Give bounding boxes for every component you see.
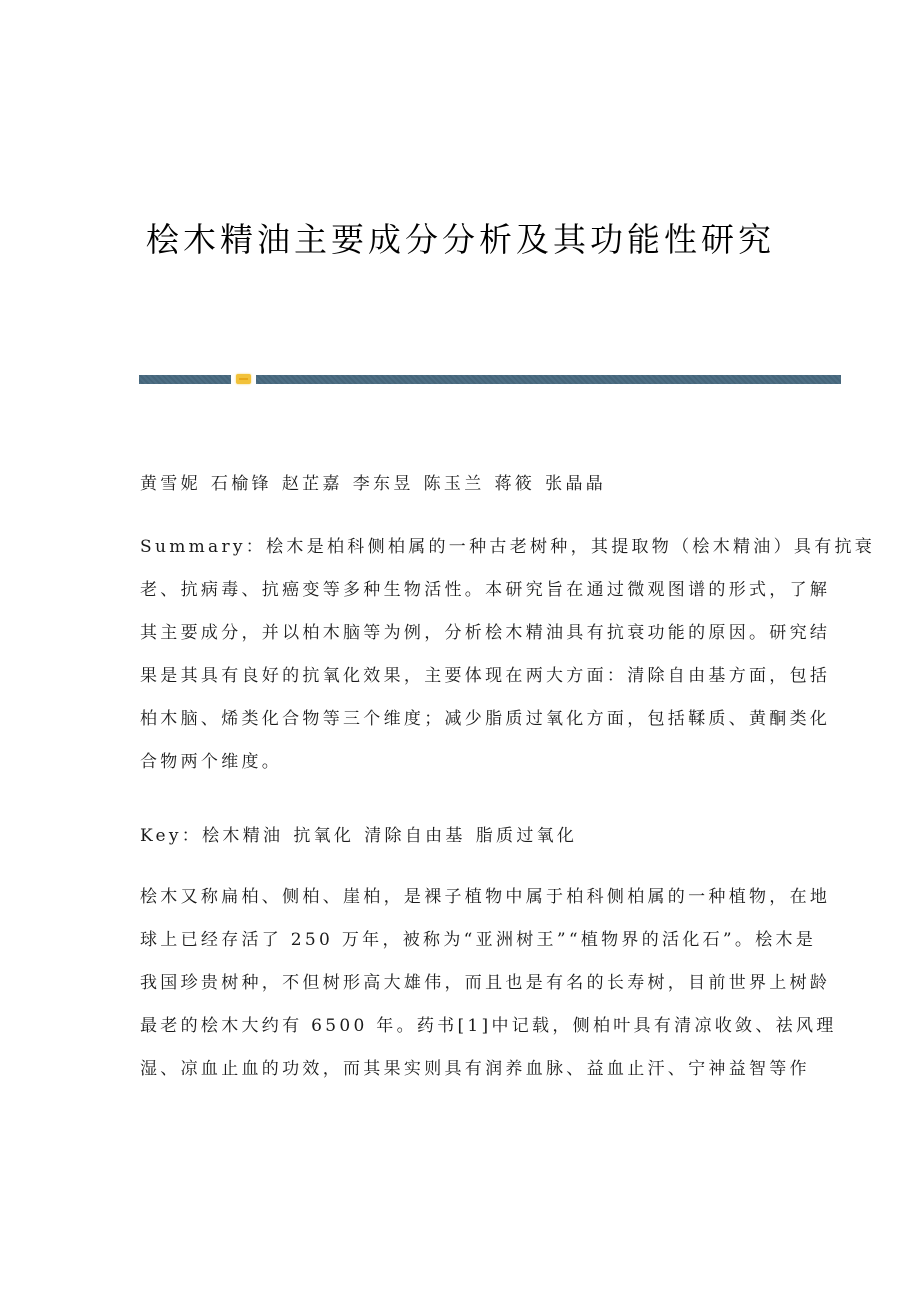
author: 石榆锋: [210, 474, 272, 494]
page-title: 桧木精油主要成分分析及其功能性研究: [146, 220, 775, 259]
keyword: 桧木精油: [202, 826, 284, 846]
keywords-label: Key：: [140, 826, 203, 846]
ornament-icon: [236, 374, 251, 384]
author: 黄雪妮: [140, 474, 201, 494]
body-line: 我国珍贵树种，不但树形高大雄伟，而且也是有名的长寿树，目前世界上树龄: [140, 973, 831, 993]
title-divider: [139, 375, 841, 384]
keywords-section: [140, 822, 790, 850]
keyword: 抗氧化: [293, 826, 355, 846]
abstract-label: Summary：: [140, 537, 267, 557]
body-paragraph: [140, 876, 837, 1091]
abstract-text: 桧木是柏科侧柏属的一种古老树种，其提取物（桧木精油）具有抗衰: [266, 537, 876, 557]
body-line: 球上已经存活了 250 万年，被称为“亚洲树王”“植物界的活化石”。桧木是: [140, 930, 817, 950]
author: 蒋筱: [494, 474, 536, 494]
author: 陈玉兰: [423, 474, 485, 494]
divider-bar-right: [256, 375, 841, 384]
author: 张晶晶: [545, 474, 607, 494]
abstract-section: [140, 526, 876, 784]
body-line: 湿、凉血止血的功效，而其果实则具有润养血脉、益血止汗、宁神益智等作: [140, 1059, 810, 1079]
abstract-line: 老、抗病毒、抗癌变等多种生物活性。本研究旨在通过微观图谱的形式，了解: [140, 580, 831, 600]
body-line: 桧木又称扁柏、侧柏、崖柏，是裸子植物中属于柏科侧柏属的一种植物，在地: [140, 887, 831, 907]
abstract-line: [140, 526, 876, 569]
abstract-line: 柏木脑、烯类化合物等三个维度；减少脂质过氧化方面，包括鞣质、黄酮类化: [140, 709, 831, 729]
abstract-line: 其主要成分，并以柏木脑等为例，分析桧木精油具有抗衰功能的原因。研究结: [140, 623, 831, 643]
abstract-line: 合物两个维度。: [140, 752, 283, 772]
author-list: [140, 470, 790, 498]
keyword: 脂质过氧化: [475, 826, 578, 846]
keyword: 清除自由基: [364, 826, 466, 846]
divider-bar-left: [139, 375, 231, 384]
author: 赵芷嘉: [281, 474, 343, 494]
body-line: 最老的桧木大约有 6500 年。药书[1]中记载，侧柏叶具有清凉收敛、祛风理: [140, 1016, 837, 1036]
abstract-line: 果是其具有良好的抗氧化效果，主要体现在两大方面：清除自由基方面，包括: [140, 666, 831, 686]
author: 李东昱: [352, 474, 414, 494]
